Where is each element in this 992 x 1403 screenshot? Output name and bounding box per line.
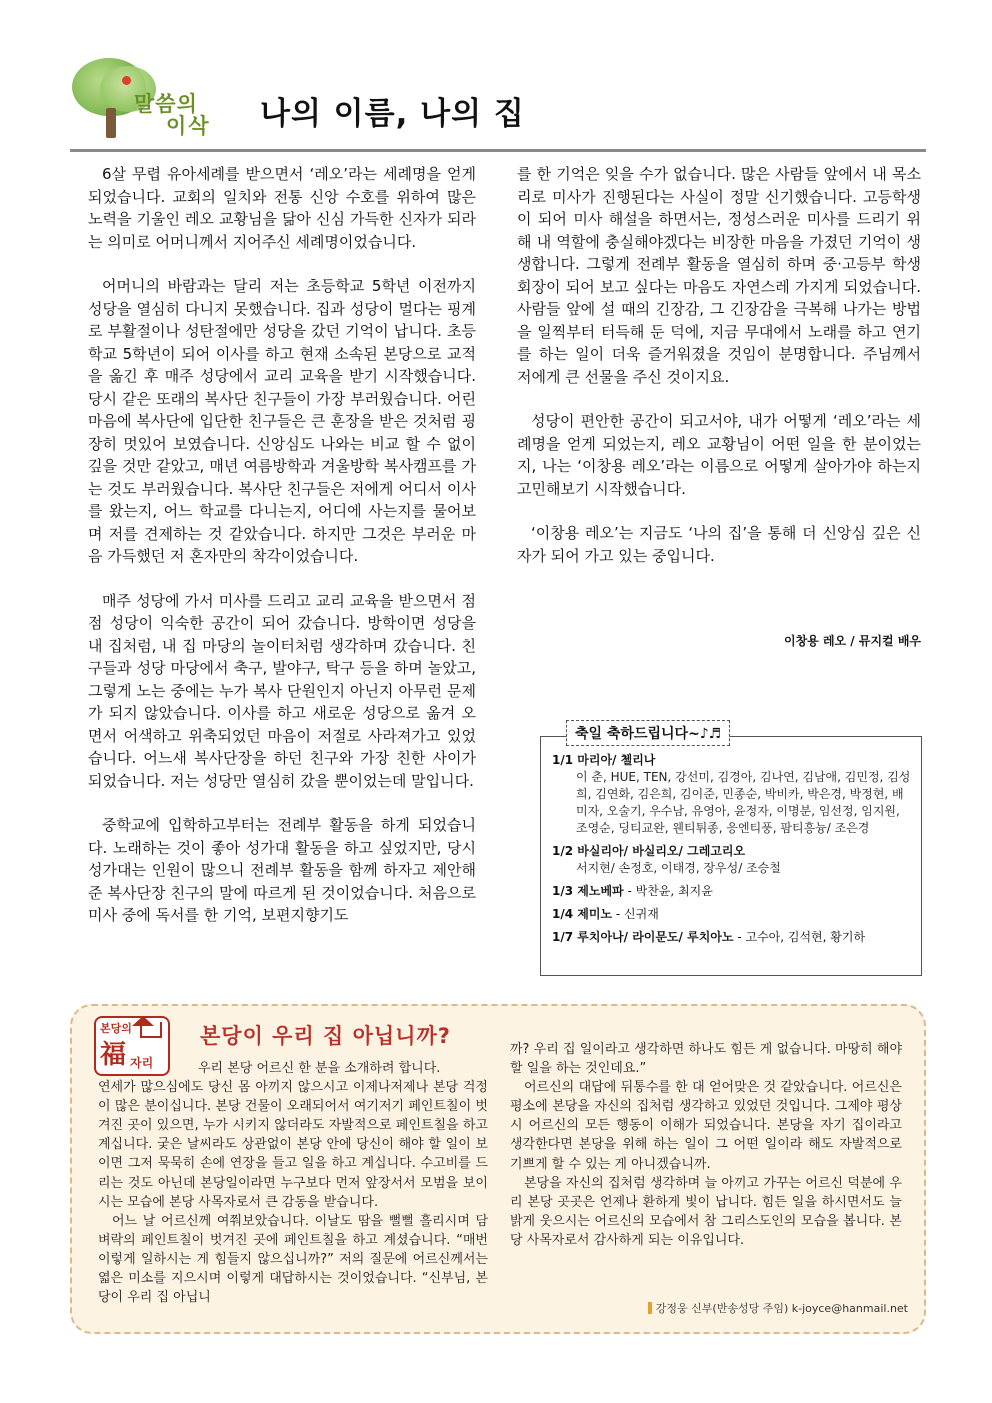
feast-day-saints: 1/1 마리아/ 첼리나: [552, 753, 656, 767]
article-paragraph-3: 매주 성당에 가서 미사를 드리고 교리 교육을 받으면서 점점 성당이 익숙한 공간이 되어 갔습니다. 방학이면 성당을 내 집처럼, 내 집 마당의 놀이터처럼 생각하며 갔습니다. 친구들과 성당 마당에서 축구, 발야구, 탁구 등을 하며 놀았고, 그렇게 노는 중에는 누가 복사 단원인지 아닌지 아무런 문제가 되지 않았습니다. 이사를 하고 새로운 성당으로 옮겨 오면서 어색하고 위축되었던 마음이 저절로 사라져가고 있었습니다. 어느새 복사단장을 하던 친구와 가장 친한 사이가 되었습니다. 저는 성당만 열심히 갔을 뿐이었는데 말입니다.: [88, 591, 476, 790]
feast-day-item: [552, 929, 912, 946]
article-paragraph-7: ‘이창용 레오’는 지금도 ‘나의 집’을 통해 더 신앙심 깊은 신자가 되어 가고 있는 중입니다.: [517, 524, 921, 565]
feast-day-list: [552, 752, 912, 952]
feast-day-names: 서지현/ 손정호, 이태경, 장우성/ 조승철: [576, 861, 781, 875]
apple-icon: [122, 76, 131, 85]
parish-paragraph-2: 어느 날 어르신께 여쭤보았습니다. 이날도 땀을 뻘뻘 흘리시며 담벼락의 페인트칠이 벗겨진 곳에 페인트칠을 하고 계셨습니다. “매번 이렇게 일하시는 게 힘들지 않으십니까?” 저의 질문에 어르신께서는 엷은 미소를 지으시며 이렇게 대답하시는 것이었습니다. “신부님, 본당이 우리 집 아닙니: [98, 1213, 488, 1306]
feast-day-saints: 1/2 바실리아/ 바실리오/ 그레고리오: [552, 844, 746, 858]
page-header: [70, 58, 926, 150]
parish-paragraph-4: 어르신의 대답에 뒤통수를 한 대 얻어맞은 것 같았습니다. 어르신은 평소에 본당을 자신의 집처럼 생각하고 있었던 것입니다. 그제야 평상시 어르신의 모든 행동이 이해가 되었습니다. 본당을 자기 집이라고 생각한다면 본당을 위해 하는 일이 그 어떤 일이라 해도 자발적으로 기쁘게 할 수 있는 게 아니겠습니까.: [510, 1080, 902, 1172]
page-title: 나의 이름, 나의 집: [260, 96, 525, 132]
feast-day-saints: 1/7 루치아나/ 라이문도/ 루치아노: [552, 930, 734, 944]
article-right-column: [517, 163, 921, 589]
seal-bottom-text: 자리: [130, 1056, 154, 1070]
feast-day-item: [552, 883, 912, 900]
article-left-column: [88, 163, 476, 949]
parish-signature: [648, 1300, 908, 1316]
header-divider: [70, 149, 926, 152]
feast-day-names: - 박찬윤, 최지윤: [627, 884, 713, 898]
feast-day-title: 축일 축하드립니다~♪♬: [566, 720, 730, 746]
feast-day-names: - 고수아, 김석현, 황기하: [737, 930, 866, 944]
feast-day-saints: 1/3 제노베파: [552, 884, 624, 898]
article-paragraph-5: 를 한 기억은 잊을 수가 없습니다. 많은 사람들 앞에서 내 목소리로 미사가 진행된다는 사실이 정말 신기했습니다. 고등학생이 되어 미사 해설을 하면서는, 정성스러운 미사를 드리기 위해 내 역할에 충실해야겠다는 비장한 마음을 가졌던 기억이 생생합니다. 그렇게 전례부 활동을 열심히 하며 중·고등부 학생회장이 되어 보고 싶다는 마음도 자연스레 가지게 되었습니다. 사람들 앞에 설 때의 긴장감, 그 긴장감을 극복해 나가는 방법을 일찍부터 터득해 둔 덕에, 지금 무대에서 노래를 하고 연기를 하는 일이 더욱 즐거워졌을 것임이 분명합니다. 주님께서 저에게 큰 선물을 주신 것이지요.: [517, 165, 921, 386]
signature-marker-icon: [648, 1302, 652, 1314]
signature-text: 강정웅 신부(반송성당 주임) k-joyce@hanmail.net: [655, 1302, 908, 1315]
feast-day-item: [552, 906, 912, 923]
parish-paragraph-1: 연세가 많으심에도 당신 몸 아끼지 않으시고 이제나저제나 본당 걱정이 많은 분이십니다. 본당 건물이 오래되어서 여기저기 페인트칠이 벗겨진 곳이 있으면, 누가 시키지 않더라도 자발적으로 페인트칠을 하고 계십니다. 궂은 날씨라도 상관없이 본당 안에 당신이 해야 할 일이 보이면 그저 묵묵히 손에 연장을 들고 일을 하고 계십니다. 수고비를 드리는 것도 아닌데 본당일이라면 누구보다 먼저 앞장서서 모범을 보이시는 모습에 본당 사목자로서 큰 감동을 받습니다.: [98, 1080, 488, 1210]
seal-character: 福: [100, 1040, 127, 1070]
parish-paragraph-3: 까? 우리 집 일이라고 생각하면 하나도 힘든 게 없습니다. 마땅히 해야 할 일을 하는 것인데요.”: [510, 1042, 902, 1077]
feast-day-saints: 1/4 제미노: [552, 907, 613, 921]
author-byline: 이창용 레오 / 뮤지컬 배우: [783, 634, 921, 648]
parish-column-left: [98, 1059, 488, 1307]
parish-intro-line: 우리 본당 어르신 한 분을 소개하려 합니다.: [198, 1061, 441, 1076]
feast-day-item: [552, 752, 912, 837]
church-icon: [140, 1022, 162, 1038]
article-paragraph-1: 6살 무렵 유아세례를 받으면서 ‘레오’라는 세례명을 얻게 되었습니다. 교회의 일치와 전통 신앙 수호를 위하여 많은 노력을 기울인 레오 교황님을 닮아 신심 가득한 신자가 되라는 의미로 어머니께서 지어주신 세례명이었습니다.: [88, 165, 476, 251]
parish-column-right: [510, 1040, 902, 1250]
logo-text-line2: 이삭: [166, 114, 211, 138]
tree-trunk-icon: [106, 108, 116, 138]
article-paragraph-4: 중학교에 입학하고부터는 전례부 활동을 하게 되었습니다. 노래하는 것이 좋아 성가대 활동을 하고 싶었지만, 당시 성가대는 인원이 많으니 전례부 활동을 함께 하자고 제안해 준 복사단장 친구의 말에 따르게 된 것이었습니다. 처음으로 미사 중에 독서를 한 기억, 보편지향기도: [88, 816, 476, 924]
feast-day-item: [552, 843, 912, 877]
parish-paragraph-5: 본당을 자신의 집처럼 생각하며 늘 아끼고 가꾸는 어르신 덕분에 우리 본당 곳곳은 언제나 환하게 빛이 납니다. 힘든 일을 하시면서도 늘 밝게 웃으시는 어르신의 모습에서 참 그리스도인의 모습을 봅니다. 본당 사목자로서 감사하게 되는 이유입니다.: [510, 1175, 902, 1248]
logo-text-line1: 말씀의: [134, 92, 198, 116]
article-paragraph-6: 성당이 편안한 공간이 되고서야, 내가 어떻게 ‘레오’라는 세례명을 얻게 되었는지, 레오 교황님이 어떤 일을 한 분이었는지, 나는 ‘이창용 레오’라는 이름으로 어떻게 살아가야 하는지 고민해보기 시작했습니다.: [517, 412, 921, 498]
article-paragraph-2: 어머니의 바람과는 달리 저는 초등학교 5학년 이전까지 성당을 열심히 다니지 못했습니다. 집과 성당이 멀다는 핑계로 부활절이나 성탄절에만 성당을 갔던 기억이 납니다. 초등학교 5학년이 되어 이사를 하고 현재 소속된 본당으로 교적을 옮긴 후 매주 성당에서 교리 교육을 받기 시작했습니다. 당시 같은 또래의 복사단 친구들이 가장 부러웠습니다. 어린 마음에 복사단에 입단한 친구들은 큰 훈장을 받은 것처럼 굉장히 멋있어 보였습니다. 신앙심도 나와는 비교 할 수 없이 깊을 것만 같았고, 매년 여름방학과 겨울방학 복사캠프를 가는 것도 부러웠습니다. 복사단 친구들은 저에게 어디서 이사를 왔는지, 어느 학교를 다니는지, 어디에 사는지를 물어보며 저를 견제하는 것 같았습니다. 하지만 그것은 부러운 마음 가득했던 저 혼자만의 착각이었습니다.: [88, 277, 476, 565]
seal-top-text: 본당의: [100, 1022, 132, 1035]
parish-column-title: 본당이 우리 집 아닙니까?: [200, 1024, 451, 1048]
tree-logo: [70, 58, 220, 138]
feast-day-names: 이 춘, HUE, TEN, 강선미, 김경아, 김나연, 김남애, 김민정, 김성희, 김연화, 김은희, 김이준, 민종순, 박비카, 박은경, 박정현, 배미자, 오술기, 우수남, 유영아, 윤정자, 이명분, 임선정, 임지원, 조영순, 딩티교완, 웬티튀종, 응엔티풍, 팜티흥늉/ 조은경: [576, 770, 911, 835]
feast-day-names: - 신귀재: [615, 907, 659, 921]
